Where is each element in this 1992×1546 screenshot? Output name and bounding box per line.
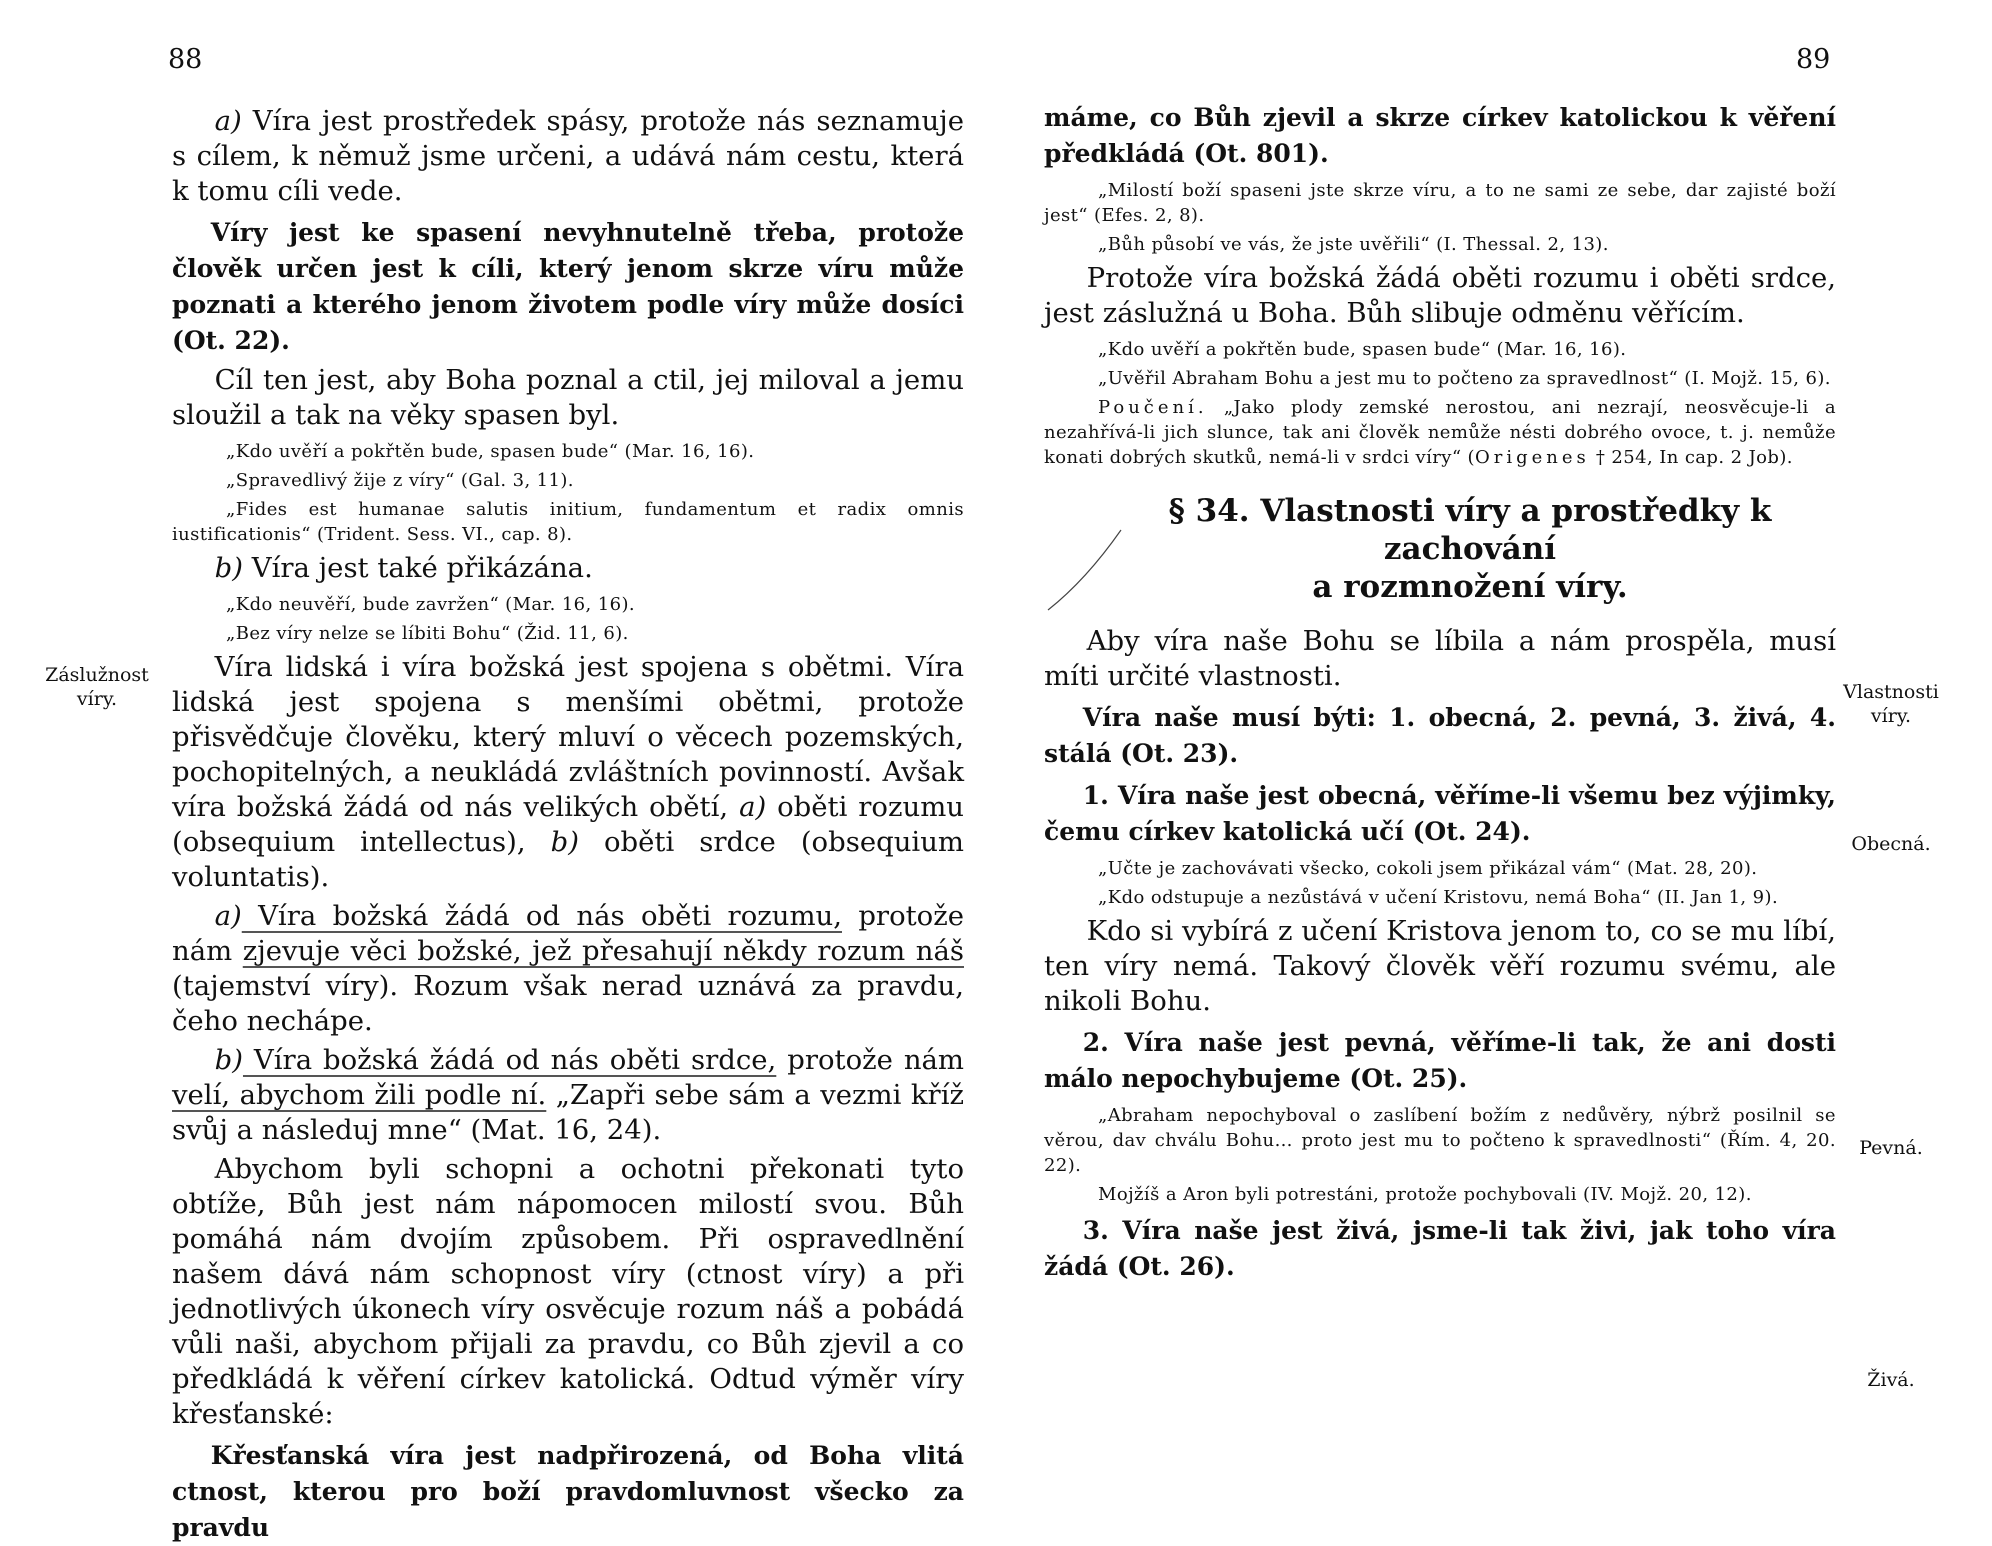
quote: „Uvěřil Abraham Bohu a jest mu to počteno za spravedlnost“ (I. Mojž. 15, 6). xyxy=(1098,368,1831,389)
bold-paragraph: Víra naše musí býti: 1. obecná, 2. pevná, 3. živá, 4. stálá (Ot. 23). xyxy=(1044,703,1836,768)
paragraph: a) Víra božská žádá od nás oběti rozumu, protože nám zjevuje věci božské, jež přesahují někdy rozum náš (tajemství víry). Rozum však nerad uznává za pravdu, čeho nechápe. xyxy=(172,900,964,1037)
paragraph: Kdo si vybírá z učení Kristova jenom to, co se mu líbí, ten víry nemá. Takový člověk věří rozumu svému, ale nikoli Bohu. xyxy=(1044,915,1836,1017)
bold-paragraph: máme, co Bůh zjevil a skrze církev katolickou k věření předkládá (Ot. 801). xyxy=(1044,103,1836,168)
quote: „Abraham nepochyboval o zaslíbení božím z nedůvěry, nýbrž posilnil se věrou, dav chválu Bohu… proto jest mu to počteno k spravedlnosti“ (Řím. 4, 20. 22). xyxy=(1044,1105,1836,1176)
quote: „Kdo odstupuje a nezůstává v učení Kristovu, nemá Boha“ (II. Jan 1, 9). xyxy=(1098,887,1779,908)
quote: „Kdo neuvěří, bude zavržen“ (Mar. 16, 16). xyxy=(226,594,636,615)
right-page xyxy=(996,0,1992,1500)
paragraph: Abychom byli schopni a ochotni překonati tyto obtíže, Bůh jest nám nápomocen milostí svou. Bůh pomáhá nám dvojím způsobem. Při ospravedlnění našem dává nám schopnost víry (ctnost víry) a při jednotlivých úkonech víry osvěcuje rozum náš a pobádá vůli naši, abychom přijali za pravdu, co Bůh zjevil a co předkládá k věření církev katolická. Odtud výměr víry křesťanské: xyxy=(172,1153,964,1430)
paragraph: b) Víra božská žádá od nás oběti srdce, protože nám velí, abychom žili podle ní. „Zapři sebe sám a vezmi kříž svůj a následuj mne“ (Mat. 16, 24). xyxy=(172,1044,965,1146)
margin-note-pevna: Pevná. xyxy=(1859,1137,1923,1159)
page-number-left: 88 xyxy=(168,44,203,75)
page-number-right: 89 xyxy=(1796,44,1831,75)
bold-paragraph: 3. Víra naše jest živá, jsme-li tak živi, jak toho víra žádá (Ot. 26). xyxy=(1044,1216,1836,1281)
margin-note-zaslouznost: Záslužnost víry. xyxy=(45,664,149,710)
paragraph: Aby víra naše Bohu se líbila a nám prospěla, musí míti určité vlastnosti. xyxy=(1044,625,1836,692)
quote: „Milostí boží spaseni jste skrze víru, a to ne sami ze sebe, dar zajisté boží jest“ (Efes. 2, 8). xyxy=(1044,180,1836,226)
quote: „Kdo uvěří a pokřtěn bude, spasen bude“ (Mar. 16, 16). xyxy=(1098,339,1627,360)
quote: „Fides est humanae salutis initium, fundamentum et radix omnis iustificationis“ (Trident. Sess. VI., cap. 8). xyxy=(172,499,964,545)
paragraph: b) Víra jest také přikázána. xyxy=(214,552,593,584)
paragraph: Cíl ten jest, aby Boha poznal a ctil, jej miloval a jemu sloužil a tak na věky spasen byl. xyxy=(172,364,964,431)
quote: Poučení. „Jako plody zemské nerostou, ani nezrají, neosvěcuje-li a nezahřívá-li jich slunce, tak ani člověk nemůže nésti dobrého ovoce, t. j. nemůže konati dobrých skutků, nemá-li v srdci víry“ (Origenes † 254, In cap. 2 Job). xyxy=(1044,397,1836,468)
quote: „Bůh působí ve vás, že jste uvěřili“ (I. Thessal. 2, 13). xyxy=(1098,234,1609,255)
section-heading: § 34. Vlastnosti víry a prostředky k zachování a rozmnožení víry. xyxy=(1168,493,1772,605)
bold-paragraph: Křesťanská víra jest nadpřirozená, od Boha vlitá ctnost, kterou pro boží pravdomluvnost všecko za pravdu xyxy=(172,1441,964,1542)
quote: „Spravedlivý žije z víry“ (Gal. 3, 11). xyxy=(226,470,574,491)
quote: Mojžíš a Aron byli potrestáni, protože pochybovali (IV. Mojž. 20, 12). xyxy=(1098,1184,1752,1205)
paragraph: Protože víra božská žádá oběti rozumu i oběti srdce, jest záslužná u Boha. Bůh slibuje odměnu věřícím. xyxy=(1044,262,1836,329)
bold-paragraph: 1. Víra naše jest obecná, věříme-li všemu bez výjimky, čemu církev katolická učí (Ot. 24). xyxy=(1044,781,1836,846)
bold-paragraph: Víry jest ke spasení nevyhnutelně třeba, protože člověk určen jest k cíli, který jenom skrze víru může poznati a kterého jenom životem podle víry může dosíci (Ot. 22). xyxy=(172,218,964,355)
margin-note-vlastnosti: Vlastnosti víry. xyxy=(1843,681,1939,727)
left-column xyxy=(172,100,964,1546)
margin-note-obecna: Obecná. xyxy=(1851,833,1931,855)
quote: „Kdo uvěří a pokřtěn bude, spasen bude“ (Mar. 16, 16). xyxy=(226,441,755,462)
quote: „Bez víry nelze se líbiti Bohu“ (Žid. 11, 6). xyxy=(226,623,629,644)
bold-paragraph: 2. Víra naše jest pevná, věříme-li tak, že ani dosti málo nepochybujeme (Ot. 25). xyxy=(1044,1028,1836,1093)
margin-note-ziva: Živá. xyxy=(1867,1369,1915,1391)
paragraph: Víra lidská i víra božská jest spojena s obětmi. Víra lidská jest spojena s menšími obětmi, protože přisvědčuje člověku, který mluví o věcech pozemských, pochopitelných, a neukládá zvláštních povinností. Avšak víra božská žádá od nás velikých obětí, a) oběti rozumu (obsequium intellectus), b) oběti srdce (obsequium voluntatis). xyxy=(172,651,964,893)
left-page xyxy=(0,0,996,1542)
paragraph: a) Víra jest prostředek spásy, protože nás seznamuje s cílem, k němuž jsme určeni, a udává nám cestu, která k tomu cíli vede. xyxy=(172,105,964,207)
quote: „Učte je zachovávati všecko, cokoli jsem přikázal vám“ (Mat. 28, 20). xyxy=(1098,858,1758,879)
right-column xyxy=(1044,100,1836,1285)
